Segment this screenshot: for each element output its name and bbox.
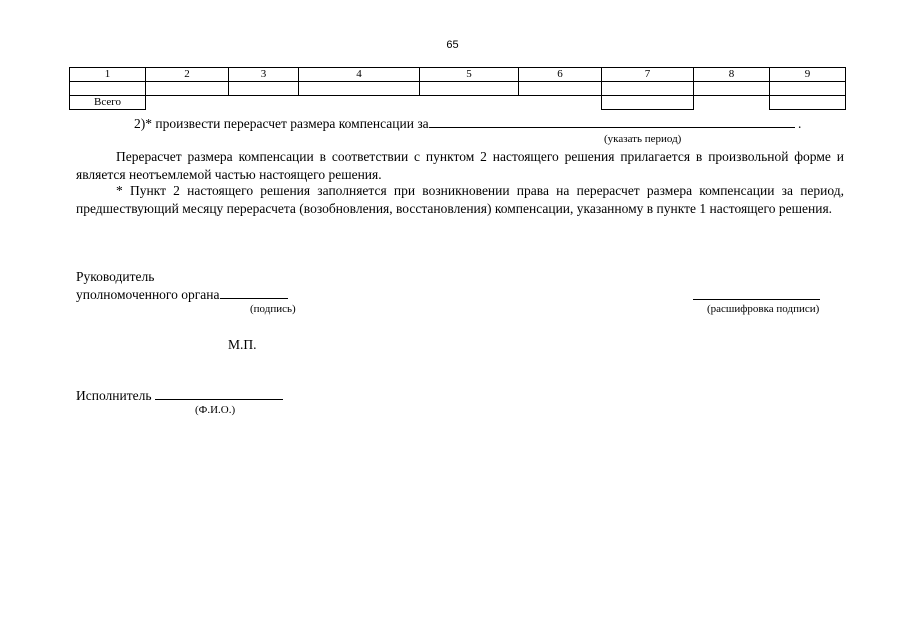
- table-total-row: [70, 96, 846, 110]
- table-cell: [146, 82, 229, 96]
- table-header-cell: 2: [146, 68, 229, 82]
- table-row: [70, 82, 846, 96]
- table-cell: [694, 82, 770, 96]
- compensation-table: [69, 67, 846, 110]
- signature-hint: (подпись): [250, 303, 296, 315]
- recalc-end: .: [798, 116, 802, 131]
- paragraph-text: Перерасчет размера компенсации в соответствии с пунктом 2 настоящего решения прилагается в произвольной форме и является неотъемлемой частью настоящего решения.: [76, 149, 844, 182]
- executor-hint: (Ф.И.О.): [195, 404, 236, 416]
- table-cell: [420, 82, 519, 96]
- table-header-cell: 8: [694, 68, 770, 82]
- decipher-hint: (расшифровка подписи): [707, 303, 820, 315]
- paragraph-recalc-note: [76, 148, 844, 183]
- table-header-cell: 1: [70, 68, 146, 82]
- paragraph-footnote: [76, 182, 844, 217]
- executor-blank: [155, 387, 283, 400]
- table-header-row: [70, 68, 846, 82]
- head-label-text: уполномоченного органа: [76, 287, 220, 302]
- executor-label: Исполнитель: [76, 388, 152, 403]
- table-total-cell: [770, 96, 846, 110]
- paragraph-text: * Пункт 2 настоящего решения заполняется при возникновении права на перерасчет размера компенсации за период, предшествующий месяцу перерасчета (возобновления, восстановления) компенсации, указанному в пункте 1 настоящего решения.: [76, 183, 844, 216]
- table-cell: [229, 82, 299, 96]
- decipher-blank: [693, 299, 820, 300]
- table-total-label: Всего: [70, 96, 146, 110]
- recalc-text: 2)* произвести перерасчет размера компенсации за: [134, 116, 429, 131]
- table-header-cell: 9: [770, 68, 846, 82]
- signature-blank: [220, 286, 288, 299]
- table-cell: [299, 82, 420, 96]
- head-label-line1: Руководитель: [76, 269, 155, 284]
- table-cell: [70, 82, 146, 96]
- head-label-line2: [76, 286, 288, 303]
- table-header-cell: 6: [519, 68, 602, 82]
- period-blank: [429, 115, 795, 128]
- table-header-cell: 4: [299, 68, 420, 82]
- table-cell: [602, 82, 694, 96]
- recalc-line: [134, 115, 801, 132]
- table-total-cell: [602, 96, 694, 110]
- table-cell: [519, 82, 602, 96]
- page-number: 65: [446, 39, 459, 51]
- period-hint: (указать период): [604, 133, 682, 145]
- table-header-cell: 3: [229, 68, 299, 82]
- table-header-cell: 7: [602, 68, 694, 82]
- table-header-cell: 5: [420, 68, 519, 82]
- stamp-label: М.П.: [228, 337, 257, 352]
- executor-line: [76, 387, 283, 404]
- table-cell: [770, 82, 846, 96]
